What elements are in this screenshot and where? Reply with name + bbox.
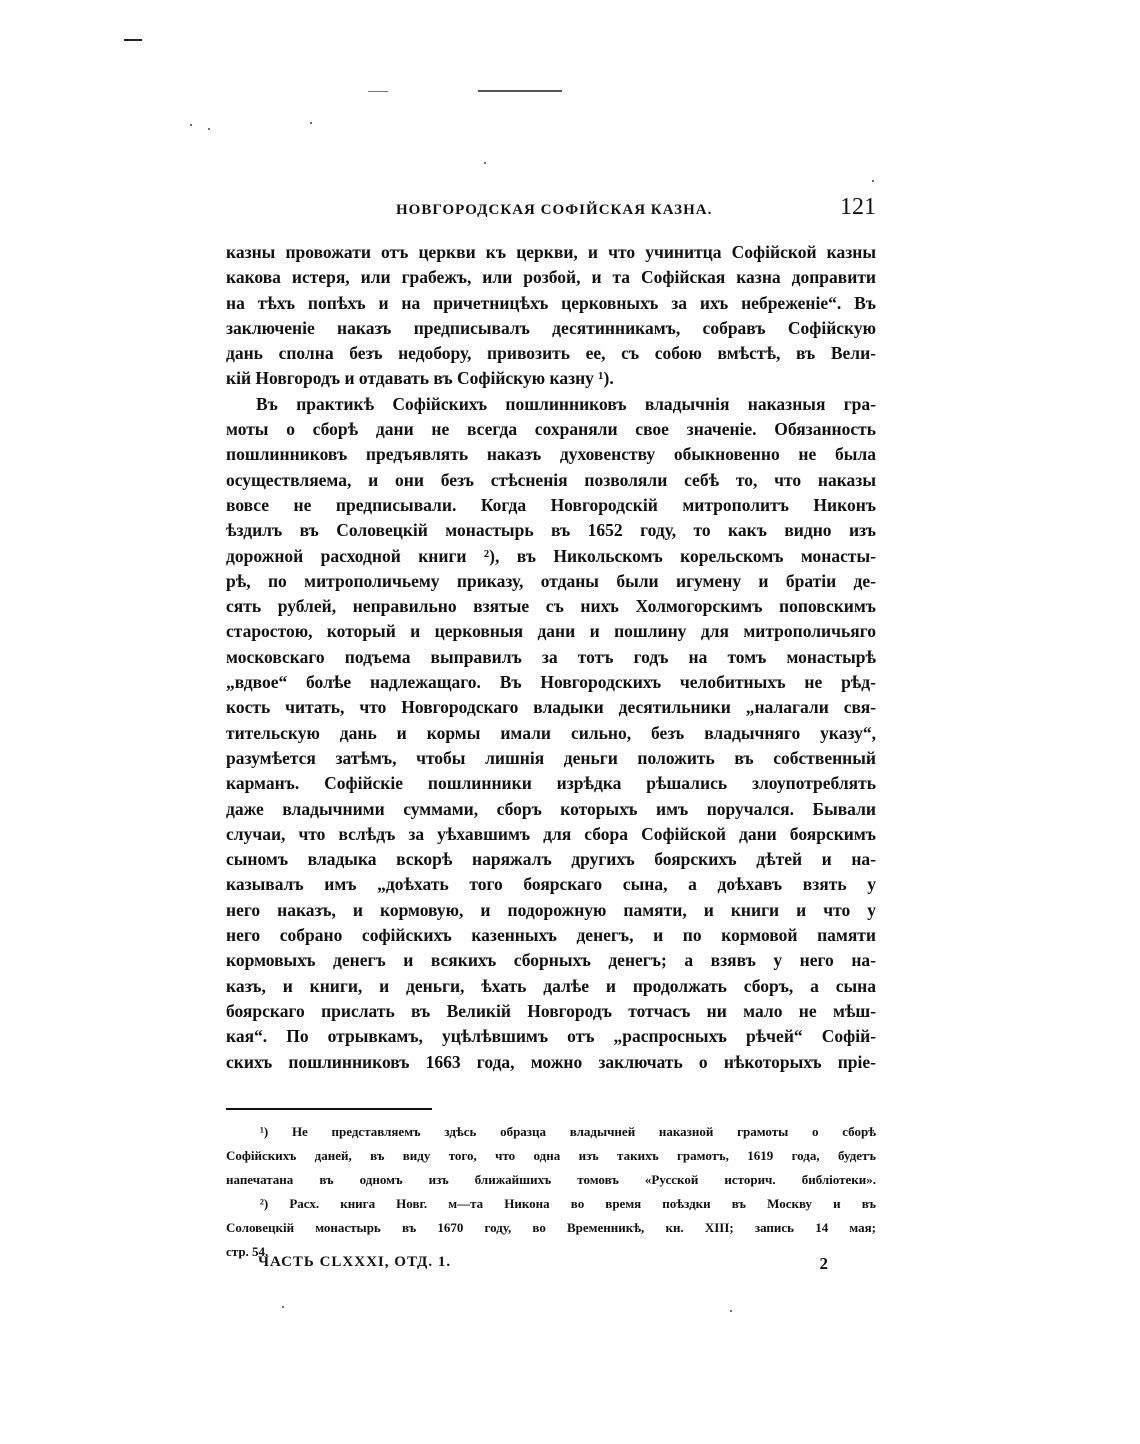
running-header — [226, 190, 876, 226]
text-line: осуществляема, и они безъ стѣсненія позволяли себѣ то, что наказы — [226, 469, 876, 490]
footnote-line: напечатана въ одномъ изъ ближайшихъ томовъ «Русской историч. библіотеки». — [226, 1172, 876, 1187]
scan-mark-top-rule — [478, 90, 562, 92]
sheet-number: 2 — [819, 1254, 828, 1273]
text-line: московскаго подъема выправилъ за тотъ годъ на томъ монастырѣ — [226, 646, 876, 667]
text-line: какова истеря, или грабежъ, или розбой, и та Софійская казна доправити — [226, 267, 876, 288]
text-line: него собрано софійскихъ казенныхъ денегъ, и по кормовой памяти — [226, 925, 876, 946]
scan-mark-top-dash — [368, 91, 388, 92]
text-line: казны провожати отъ церкви къ церкви, и что учинитца Софійской казны — [226, 242, 876, 262]
text-line: ѣздилъ въ Соловецкій монастырь въ 1652 году, то какъ видно изъ — [226, 520, 876, 541]
footnote-line: стр. 54. — [226, 1244, 269, 1259]
text-line: старостою, который и церковныя дани и пошлину для митрополичьяго — [226, 621, 876, 642]
scan-speck — [730, 1310, 732, 1312]
text-line: дань сполна безъ недобору, привозить ее, съ собою вмѣстѣ, въ Вели- — [226, 343, 876, 364]
volume-signature: ЧАСТЬ CLXXXI, ОТД. 1. — [258, 1254, 452, 1270]
text-line: скихъ пошлинниковъ 1663 года, можно заключать о нѣкоторыхъ пріе- — [226, 1051, 876, 1072]
text-line: карманъ. Софійскіе пошлинники изрѣдка рѣшались злоупотреблять — [226, 773, 876, 794]
scan-speck — [310, 122, 312, 124]
footnote-line: Соловецкій монастырь въ 1670 году, во Временникѣ, кн. XIII; запись 14 мая; — [226, 1220, 876, 1235]
footnote-rule — [226, 1108, 432, 1110]
text-line: на тѣхъ попѣхъ и на причетницѣхъ церковныхъ за ихъ небреженіе“. Въ — [226, 292, 876, 313]
text-line: тительскую дань и кормы имали сильно, безъ владычняго указу“, — [226, 722, 876, 743]
scan-speck — [484, 162, 486, 164]
scan-speck — [282, 1306, 284, 1308]
text-line: сять рублей, неправильно взятые съ нихъ Холмогорскимъ поповскимъ — [226, 596, 876, 617]
text-line: кость читать, что Новгородскаго владыки десятильники „налагали свя- — [226, 697, 876, 718]
scan-speck — [872, 180, 874, 182]
text-line: Въ практикѣ Софійскихъ пошлинниковъ владычнія наказныя гра- — [256, 393, 876, 414]
text-line: казывалъ имъ „доѣхать того боярскаго сына, а доѣхавъ взять у — [226, 874, 876, 895]
text-line: сыномъ владыка вскорѣ наряжалъ другихъ боярскихъ дѣтей и на- — [226, 849, 876, 870]
text-line: заключеніе наказъ предписывалъ десятинникамъ, собравъ Софійскую — [226, 317, 876, 338]
text-line: случаи, что вслѣдъ за уѣхавшимъ для сбора Софійской дани боярскимъ — [226, 823, 876, 844]
text-line: дорожной расходной книги ²), въ Никольскомъ корельскомъ монасты- — [226, 545, 876, 566]
text-line: вовсе не предписывали. Когда Новгородскій митрополитъ Никонъ — [226, 494, 876, 515]
text-line: разумѣется затѣмъ, чтобы лишнія деньги положить въ собственный — [226, 747, 876, 768]
page-number: 121 — [840, 194, 876, 220]
text-line: боярскаго прислать въ Великій Новгородъ тотчасъ ни мало не мѣш- — [226, 1000, 876, 1021]
text-line: кормовыхъ денегъ и всякихъ сборныхъ денегъ; а взявъ у него на- — [226, 950, 876, 971]
text-line: даже владычними суммами, сборъ которыхъ имъ поручался. Бывали — [226, 798, 876, 819]
text-line: кій Новгородъ и отдавать въ Софійскую казну ¹). — [226, 368, 614, 389]
footnote-line: ¹) Не представляемъ здѣсь образца владычней наказной грамоты о сборѣ — [260, 1124, 876, 1139]
footnote-line: Софійскихъ даней, въ виду того, что одна изъ такихъ грамотъ, 1619 года, будетъ — [226, 1148, 876, 1163]
running-title: НОВГОРОДСКАЯ СОФІЙСКАЯ КАЗНА. — [396, 202, 713, 218]
text-line: казъ, и книги, и деньги, ѣхать далѣе и продолжать сборъ, а сына — [226, 975, 876, 996]
signature-line — [258, 1254, 828, 1278]
body-text — [226, 240, 876, 1075]
text-line: рѣ, по митрополичьему приказу, отданы были игумену и братіи де- — [226, 570, 876, 591]
scan-speck — [208, 128, 210, 130]
footnotes — [226, 1120, 876, 1264]
scan-mark-top-left — [124, 39, 142, 41]
footnote-line: ²) Расх. книга Новг. м—та Никона во время поѣздки въ Москву и въ — [260, 1196, 876, 1211]
text-line: моты о сборѣ дани не всегда сохраняли свое значеніе. Обязанность — [226, 419, 876, 440]
text-line: „вдвое“ болѣе надлежащаго. Въ Новгородскихъ челобитныхъ не рѣд- — [226, 672, 876, 693]
text-line: пошлинниковъ предъявлять наказъ духовенству обыкновенно не была — [226, 444, 876, 465]
text-line: кая“. По отрывкамъ, уцѣлѣвшимъ отъ „распросныхъ рѣчей“ Софій- — [226, 1026, 876, 1047]
text-line: него наказъ, и кормовую, и подорожную памяти, и книги и что у — [226, 899, 876, 920]
scan-speck — [190, 124, 192, 126]
